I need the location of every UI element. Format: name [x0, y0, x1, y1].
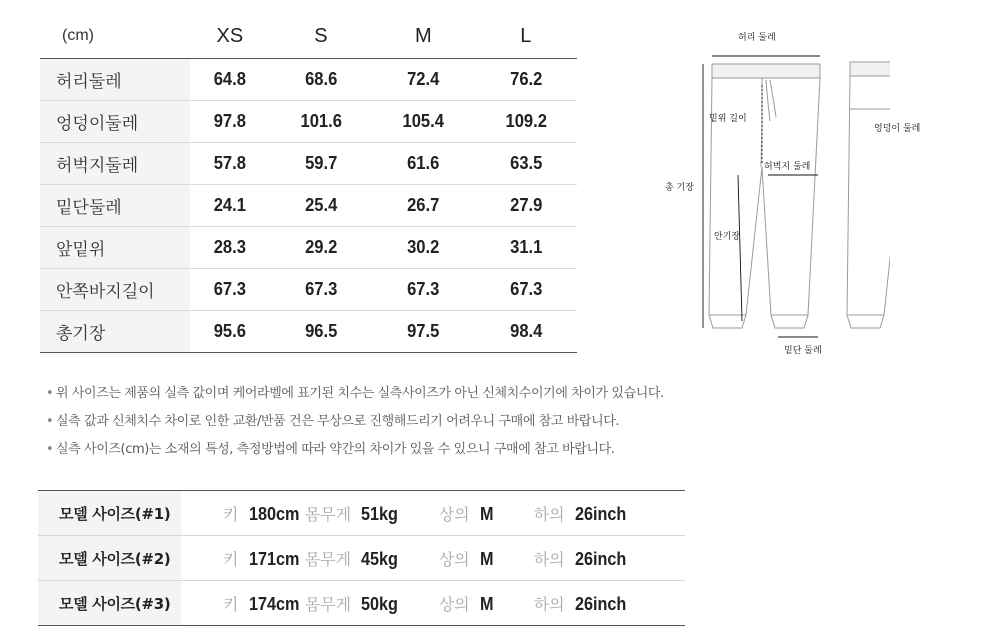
- model-size-table: [38, 490, 685, 626]
- cell-value: 101.6: [274, 100, 368, 142]
- cell-value: 24.1: [193, 184, 266, 226]
- cell-value: 96.5: [274, 310, 368, 352]
- bottom-value: 26inch: [574, 503, 627, 524]
- model-label: 모델 사이즈(#1): [38, 491, 181, 536]
- row-label: 총기장: [40, 310, 190, 352]
- cell-value: 109.2: [479, 100, 573, 142]
- cell-value: 76.2: [479, 58, 573, 100]
- model-row: [38, 536, 685, 581]
- front-rise-diagram-label: 밑위 길이: [709, 114, 747, 124]
- bullet-icon: •: [46, 442, 54, 457]
- note-item: [46, 384, 726, 412]
- thigh-diagram-label: 허벅지 둘레: [764, 162, 811, 172]
- total-length-diagram-label: 총 기장: [665, 183, 694, 193]
- bullet-icon: •: [46, 414, 54, 429]
- waist-diagram-label: 허리 둘레: [738, 33, 776, 43]
- top-key: 상의: [438, 594, 470, 614]
- hip-diagram-label: 엉덩이 둘레: [874, 124, 921, 134]
- weight-value: 45kg: [361, 548, 399, 569]
- size-row-thigh: [40, 142, 577, 184]
- size-table: [40, 15, 577, 353]
- top-value: M: [479, 593, 494, 614]
- unit-label: (cm): [40, 15, 190, 58]
- size-notes: [46, 384, 726, 468]
- row-label: 앞밑위: [40, 226, 190, 268]
- size-row-inseam: [40, 268, 577, 310]
- height-key: 키: [223, 504, 239, 524]
- row-label: 밑단둘레: [40, 184, 190, 226]
- cell-value: 27.9: [479, 184, 573, 226]
- cell-value: 31.1: [479, 226, 573, 268]
- note-item: [46, 440, 726, 468]
- hem-diagram-label: 밑단 둘레: [784, 346, 822, 356]
- row-label: 허리둘레: [40, 58, 190, 100]
- height-key: 키: [223, 594, 239, 614]
- bottom-key: 하의: [533, 594, 565, 614]
- note-text: 실측 사이즈(cm)는 소재의 특성, 측정방법에 따라 약간의 차이가 있을 수 있으니 구매에 참고 바랍니다.: [56, 442, 615, 457]
- size-row-hem: [40, 184, 577, 226]
- model-label: 모델 사이즈(#2): [38, 536, 181, 581]
- bottom-key: 하의: [533, 504, 565, 524]
- cell-value: 67.3: [274, 268, 368, 310]
- cell-value: 95.6: [193, 310, 266, 352]
- row-label: 안쪽바지길이: [40, 268, 190, 310]
- cell-value: 26.7: [376, 184, 470, 226]
- weight-key: 몸무게: [304, 549, 352, 569]
- size-row-total-length: [40, 310, 577, 352]
- model-label: 모델 사이즈(#3): [38, 581, 181, 626]
- height-key: 키: [223, 549, 239, 569]
- cell-value: 64.8: [193, 58, 266, 100]
- cell-value: 30.2: [376, 226, 470, 268]
- bullet-icon: •: [46, 386, 54, 401]
- size-row-waist: [40, 58, 577, 100]
- top-key: 상의: [438, 549, 470, 569]
- size-row-front-rise: [40, 226, 577, 268]
- size-header-row: [40, 15, 577, 58]
- cell-value: 57.8: [193, 142, 266, 184]
- note-text: 위 사이즈는 제품의 실측 값이며 케어라벨에 표기된 치수는 실측사이즈가 아닌 신체치수이기에 차이가 있습니다.: [56, 386, 664, 401]
- inseam-diagram-label: 안기장: [714, 232, 741, 242]
- cell-value: 105.4: [376, 100, 470, 142]
- top-value: M: [479, 503, 494, 524]
- top-value: M: [479, 548, 494, 569]
- row-label: 엉덩이둘레: [40, 100, 190, 142]
- cell-value: 68.6: [274, 58, 368, 100]
- cell-value: 98.4: [479, 310, 573, 352]
- size-m-header: M: [372, 15, 474, 58]
- bottom-key: 하의: [533, 549, 565, 569]
- pants-measurement-diagram: [650, 25, 921, 365]
- pants-illustration: [650, 25, 890, 365]
- row-label: 허벅지둘레: [40, 142, 190, 184]
- cell-value: 29.2: [274, 226, 368, 268]
- bottom-value: 26inch: [574, 548, 627, 569]
- size-xs-header: XS: [190, 15, 270, 58]
- bottom-value: 26inch: [574, 593, 627, 614]
- height-value: 171cm: [248, 548, 300, 569]
- model-row: [38, 581, 685, 626]
- weight-value: 51kg: [361, 503, 399, 524]
- note-text: 실측 값과 신체치수 차이로 인한 교환/반품 건은 무상으로 진행해드리기 어려우니 구매에 참고 바랍니다.: [56, 414, 620, 429]
- cell-value: 67.3: [193, 268, 266, 310]
- size-row-hip: [40, 100, 577, 142]
- cell-value: 28.3: [193, 226, 266, 268]
- height-value: 180cm: [248, 503, 300, 524]
- model-row: [38, 491, 685, 536]
- cell-value: 61.6: [376, 142, 470, 184]
- height-value: 174cm: [248, 593, 300, 614]
- cell-value: 97.5: [376, 310, 470, 352]
- weight-value: 50kg: [361, 593, 399, 614]
- cell-value: 72.4: [376, 58, 470, 100]
- cell-value: 97.8: [193, 100, 266, 142]
- weight-key: 몸무게: [304, 504, 352, 524]
- cell-value: 67.3: [376, 268, 470, 310]
- note-item: [46, 412, 726, 440]
- cell-value: 59.7: [274, 142, 368, 184]
- top-key: 상의: [438, 504, 470, 524]
- weight-key: 몸무게: [304, 594, 352, 614]
- cell-value: 63.5: [479, 142, 573, 184]
- size-s-header: S: [270, 15, 372, 58]
- cell-value: 25.4: [274, 184, 368, 226]
- cell-value: 67.3: [479, 268, 573, 310]
- size-l-header: L: [475, 15, 577, 58]
